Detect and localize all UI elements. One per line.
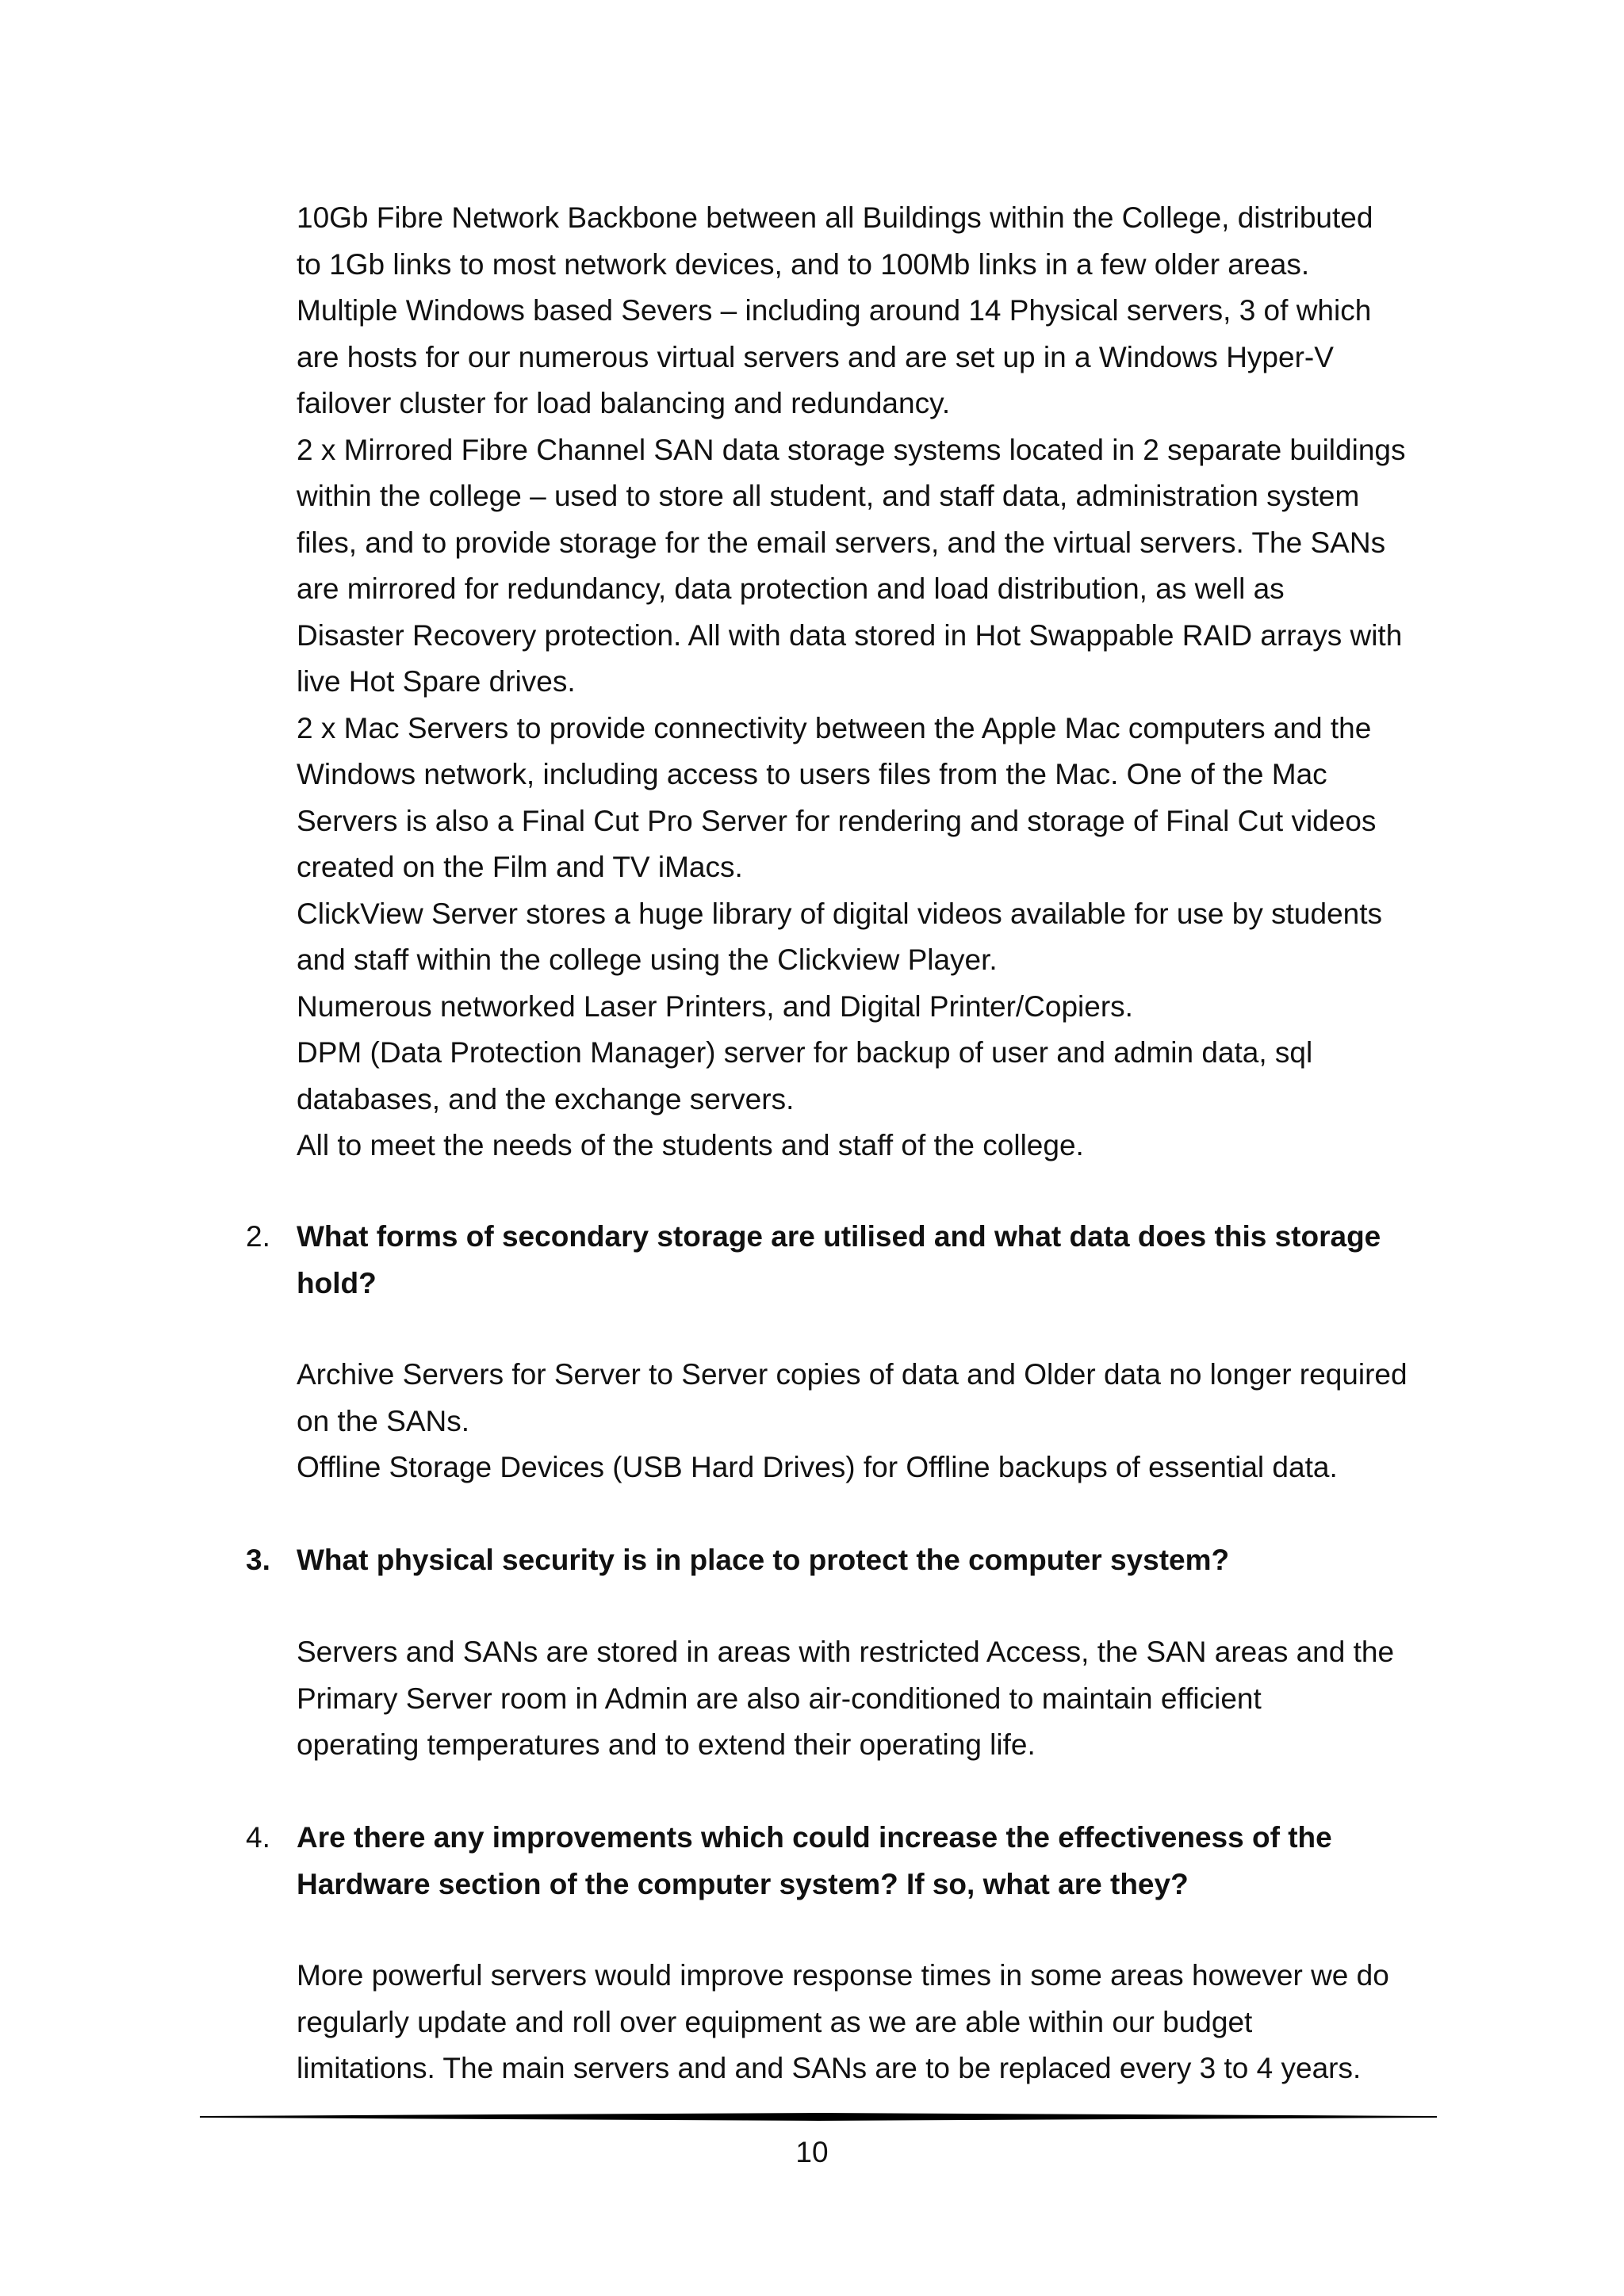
answer-line: operating temperatures and to extend their operating life. — [297, 1728, 1036, 1761]
answer-4-paragraph — [297, 1953, 1454, 2092]
question-number: 4. — [246, 1821, 270, 1854]
intro-line: 10Gb Fibre Network Backbone between all Buildings within the College, distributed — [297, 201, 1373, 234]
answer-line: on the SANs. — [297, 1404, 470, 1437]
question-line: What physical security is in place to protect the computer system? — [297, 1544, 1230, 1576]
question-line: Hardware section of the computer system? If so, what are they? — [297, 1867, 1189, 1900]
question-text — [297, 1815, 1454, 1908]
intro-line: ClickView Server stores a huge library of digital videos available for use by students — [297, 897, 1382, 930]
intro-line: Numerous networked Laser Printers, and Digital Printer/Copiers. — [297, 989, 1133, 1023]
footer-divider-shape — [200, 2113, 1437, 2121]
intro-line: live Hot Spare drives. — [297, 665, 576, 698]
intro-paragraph — [297, 195, 1454, 1169]
answer-line: Archive Servers for Server to Server copies of data and Older data no longer required — [297, 1358, 1408, 1391]
intro-line: Disaster Recovery protection. All with data stored in Hot Swappable RAID arrays with — [297, 618, 1403, 652]
question-text — [297, 1214, 1454, 1307]
question-line: Are there any improvements which could increase the effectiveness of the — [297, 1821, 1332, 1854]
intro-line: Windows network, including access to users files from the Mac. One of the Mac — [297, 758, 1327, 790]
intro-line: failover cluster for load balancing and redundancy. — [297, 387, 951, 419]
answer-line: Servers and SANs are stored in areas with restricted Access, the SAN areas and the — [297, 1636, 1395, 1668]
answer-line: regularly update and roll over equipment as we are able within our budget — [297, 2005, 1253, 2038]
answer-line: Offline Storage Devices (USB Hard Drives) for Offline backups of essential data. — [297, 1451, 1338, 1483]
intro-line: Servers is also a Final Cut Pro Server for rendering and storage of Final Cut videos — [297, 804, 1377, 837]
intro-line: 2 x Mirrored Fibre Channel SAN data storage systems located in 2 separate buildings — [297, 433, 1406, 466]
answer-line: Primary Server room in Admin are also air-conditioned to maintain efficient — [297, 1682, 1262, 1715]
intro-line: are hosts for our numerous virtual servers and are set up in a Windows Hyper-V — [297, 340, 1334, 373]
intro-line: and staff within the college using the Clickview Player. — [297, 943, 998, 976]
intro-line: All to meet the needs of the students and staff of the college. — [297, 1129, 1084, 1161]
intro-line: DPM (Data Protection Manager) server for backup of user and admin data, sql — [297, 1036, 1313, 1069]
answer-line: More powerful servers would improve response times in some areas however we do — [297, 1959, 1389, 1992]
footer-divider — [200, 2109, 1437, 2125]
answer-3-paragraph — [297, 1629, 1454, 1769]
answer-line: limitations. The main servers and and SANs are to be replaced every 3 to 4 years. — [297, 2052, 1362, 2084]
intro-line: databases, and the exchange servers. — [297, 1082, 795, 1115]
question-number: 2. — [246, 1220, 270, 1253]
intro-line: within the college – used to store all student, and staff data, administration system — [297, 480, 1360, 512]
intro-line: are mirrored for redundancy, data protection and load distribution, as well as — [297, 572, 1285, 605]
question-line: What forms of secondary storage are utilised and what data does this storage — [297, 1220, 1381, 1253]
intro-line: files, and to provide storage for the email servers, and the virtual servers. The SANs — [297, 526, 1386, 559]
answer-2-paragraph — [297, 1352, 1454, 1491]
intro-line: Multiple Windows based Severs – including around 14 Physical servers, 3 of which — [297, 294, 1372, 327]
question-number: 3. — [246, 1544, 270, 1576]
question-line: hold? — [297, 1266, 377, 1299]
question-text — [297, 1537, 1454, 1584]
page-number: 10 — [795, 2136, 829, 2168]
intro-line: created on the Film and TV iMacs. — [297, 851, 743, 883]
intro-line: to 1Gb links to most network devices, and to 100Mb links in a few older areas. — [297, 247, 1310, 281]
intro-line: 2 x Mac Servers to provide connectivity between the Apple Mac computers and the — [297, 711, 1372, 744]
